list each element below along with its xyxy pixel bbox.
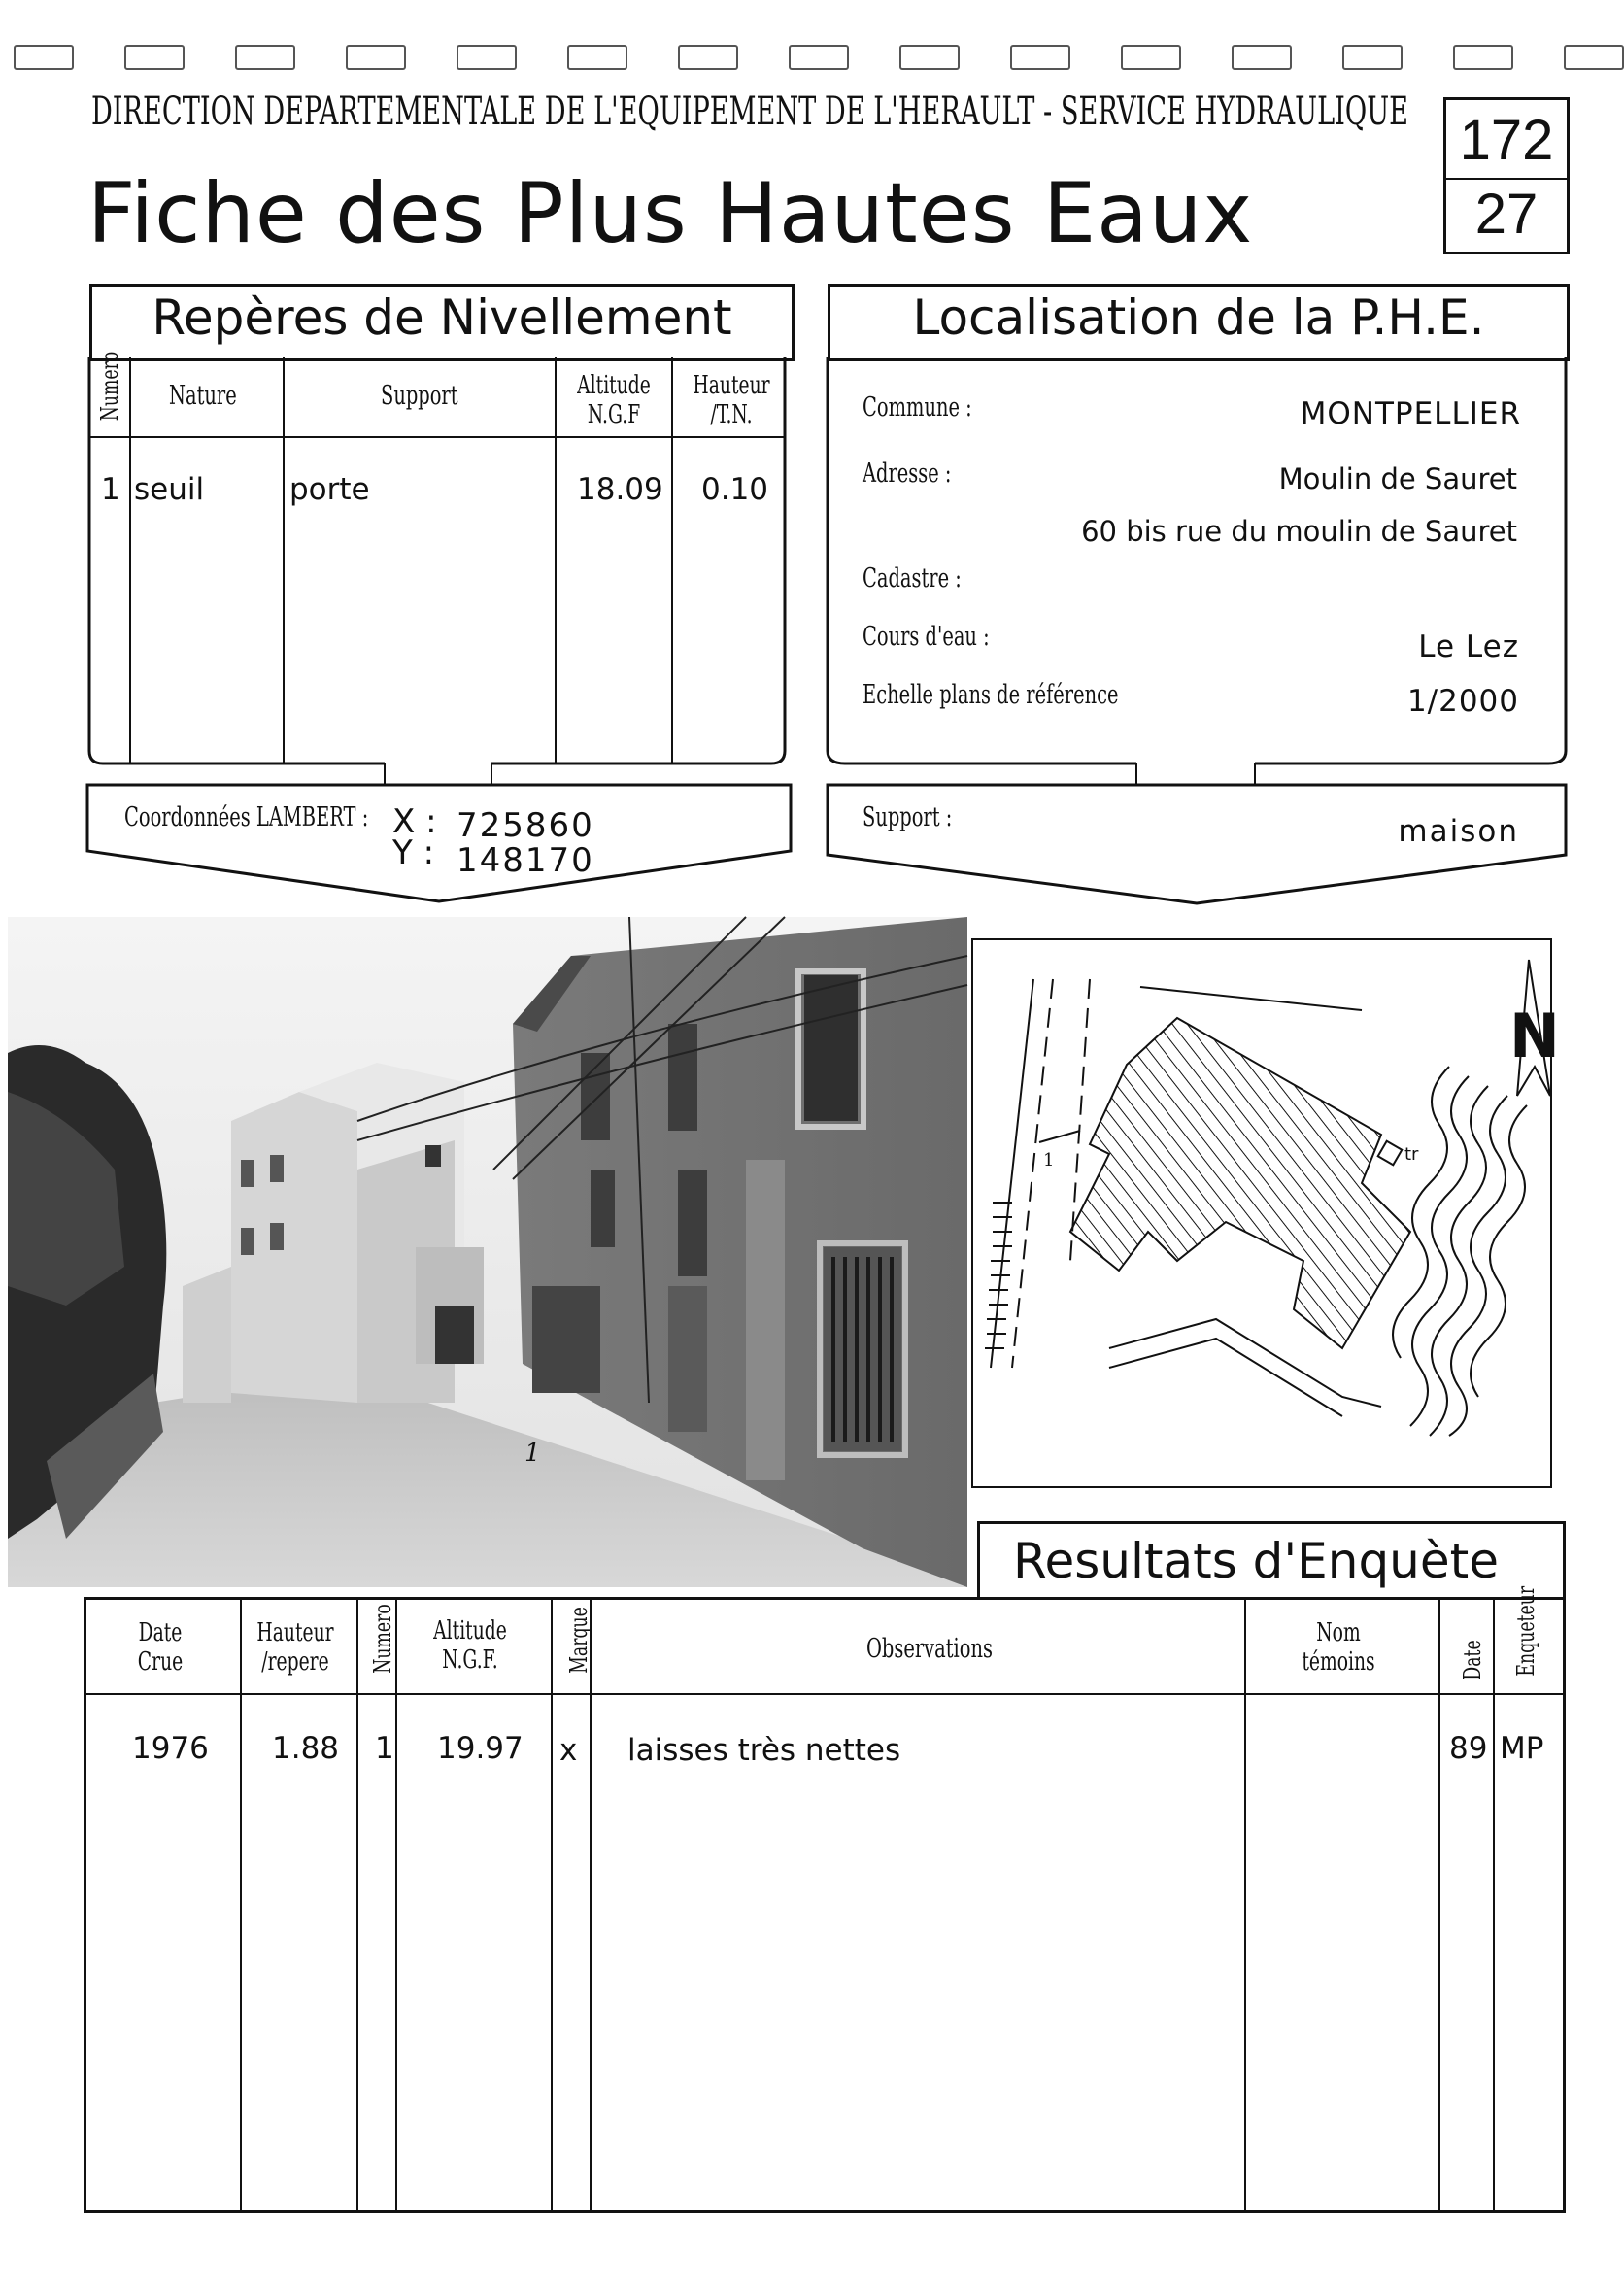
localisation-title: Localisation de la P.H.E.	[912, 289, 1485, 346]
cours-eau-value: Le Lez	[1418, 629, 1519, 664]
cours-eau-label: Cours d'eau :	[863, 622, 990, 652]
reference-box	[1443, 97, 1570, 254]
repere-row-numero: 1	[101, 472, 120, 507]
binding-hole	[567, 45, 627, 70]
plan-tr-label: tr	[1404, 1144, 1419, 1165]
adresse-line1: Moulin de Sauret	[1278, 462, 1517, 495]
col-enqueteur-header: Enqueteur	[1512, 1585, 1539, 1677]
north-arrow-label: N	[1509, 1001, 1560, 1071]
adresse-line2: 60 bis rue du moulin de Sauret	[1081, 515, 1517, 548]
binding-hole	[1564, 45, 1624, 70]
resultat-row-enqueteur: MP	[1500, 1731, 1544, 1766]
page-title: Fiche des Plus Hautes Eaux	[87, 165, 1254, 262]
binding-hole	[678, 45, 738, 70]
repere-row-nature: seuil	[134, 472, 205, 507]
plan-drawing	[973, 940, 1560, 1486]
site-plan	[971, 938, 1560, 1488]
localisation-title-box	[828, 284, 1570, 361]
commune-value: MONTPELLIER	[1300, 396, 1521, 431]
col-marque-header: Marque	[565, 1607, 592, 1674]
commune-label: Commune :	[863, 392, 972, 423]
binding-hole	[235, 45, 295, 70]
binding-hole	[789, 45, 849, 70]
resultat-row-altitude: 19.97	[437, 1731, 524, 1766]
cadastre-label: Cadastre :	[863, 563, 962, 594]
repere-row-hauteur: 0.10	[701, 472, 769, 507]
col-date-crue-header: Date Crue	[137, 1618, 184, 1677]
plan-marker: 1	[1043, 1150, 1055, 1170]
coord-y-value: 148170	[457, 841, 594, 880]
resultats-title-box	[977, 1521, 1566, 1599]
support-value: maison	[1398, 814, 1519, 849]
adresse-label: Adresse :	[863, 458, 952, 489]
binding-hole	[1010, 45, 1070, 70]
echelle-value: 1/2000	[1406, 684, 1519, 719]
col-nature-header: Nature	[169, 381, 237, 411]
resultat-row-marque: x	[559, 1733, 578, 1768]
resultat-row-numero: 1	[375, 1731, 394, 1766]
agency-header: DIRECTION DEPARTEMENTALE DE L'EQUIPEMENT DE L'HERAULT - SERVICE HYDRAULIQUE	[91, 89, 1408, 134]
col-numero-header: Numero	[96, 351, 123, 422]
repere-row-support: porte	[289, 472, 370, 507]
resultats-title: Resultats d'Enquète	[1013, 1533, 1499, 1589]
binding-holes	[14, 45, 1607, 74]
resultat-row-observations: laisses très nettes	[627, 1733, 901, 1768]
col-altitude-header: Altitude N.G.F	[577, 371, 651, 429]
binding-hole	[346, 45, 406, 70]
binding-hole	[14, 45, 74, 70]
photo-drawing	[8, 917, 967, 1587]
binding-hole	[1453, 45, 1513, 70]
repere-row-altitude: 18.09	[577, 472, 663, 507]
resultat-row-hauteur: 1.88	[272, 1731, 340, 1766]
binding-hole	[1121, 45, 1181, 70]
echelle-label: Echelle plans de référence	[863, 680, 1119, 710]
binding-hole	[124, 45, 185, 70]
resultat-row-date: 89	[1449, 1731, 1488, 1766]
coordinates-label: Coordonnées LAMBERT :	[124, 802, 369, 832]
binding-hole	[899, 45, 960, 70]
resultats-table	[84, 1585, 1566, 2213]
reperes-title-box	[89, 284, 795, 361]
resultat-row-date-crue: 1976	[132, 1731, 209, 1766]
photo-marker: 1	[524, 1439, 541, 1468]
coord-x-value: 725860	[457, 806, 594, 845]
col-date-header: Date	[1459, 1640, 1486, 1680]
col-altitude-ngf-header: Altitude N.G.F.	[433, 1616, 507, 1675]
col-observations-header: Observations	[866, 1634, 993, 1664]
reperes-title: Repères de Nivellement	[152, 289, 732, 346]
reference-number-top: 172	[1459, 109, 1554, 172]
support-label: Support :	[863, 802, 953, 832]
col-hauteur-header: Hauteur /T.N.	[693, 371, 770, 429]
coord-y-label: Y :	[392, 833, 435, 872]
col-hauteur-repere-header: Hauteur /repere	[256, 1618, 334, 1677]
col-numero-header-2: Numero	[369, 1604, 396, 1674]
col-nom-temoins-header: Nom témoins	[1302, 1618, 1375, 1677]
reference-number-bottom: 27	[1474, 183, 1539, 246]
binding-hole	[457, 45, 517, 70]
col-support-header: Support	[381, 381, 458, 411]
coord-x-label: X :	[392, 802, 437, 841]
site-photograph	[8, 917, 967, 1587]
binding-hole	[1232, 45, 1292, 70]
binding-hole	[1342, 45, 1403, 70]
